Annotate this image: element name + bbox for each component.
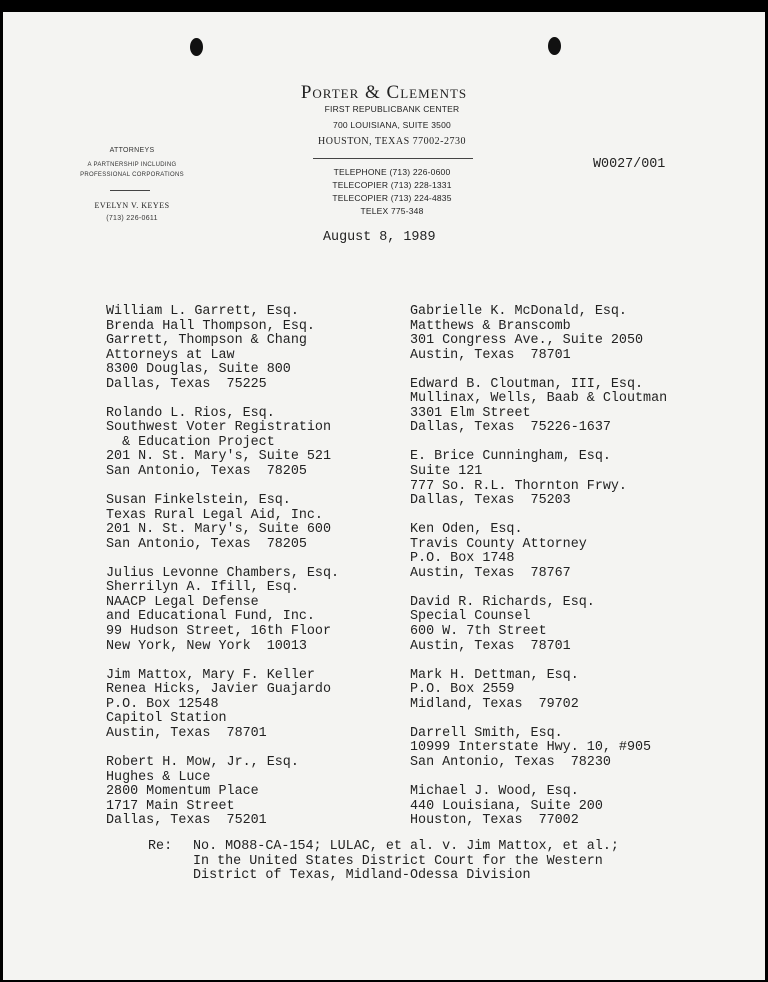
contact-telex: TELEX 775-348 xyxy=(360,206,424,216)
address-line: Brenda Hall Thompson, Esq. xyxy=(106,318,315,334)
address-line: Austin, Texas 78701 xyxy=(410,347,571,363)
address-block xyxy=(410,305,667,363)
address-line: Mullinax, Wells, Baab & Cloutman xyxy=(410,391,668,407)
addressee-name: Edward B. Cloutman, III, Esq. xyxy=(410,376,644,392)
contact-fax-2: TELECOPIER (713) 224-4835 xyxy=(332,193,452,203)
re-line: No. MO88-CA-154; LULAC, et al. v. Jim Mattox, et al.; xyxy=(193,839,619,854)
addressee-name: William L. Garrett, Esq. xyxy=(106,304,299,319)
address-line-3: HOUSTON, TEXAS 77002-2730 xyxy=(318,136,466,147)
re-label: Re: xyxy=(148,839,173,854)
binder-hole xyxy=(548,37,561,55)
contact-phone: TELEPHONE (713) 226-0600 xyxy=(333,167,451,177)
address-line: Dallas, Texas 75201 xyxy=(106,813,267,829)
address-line: NAACP Legal Defense xyxy=(106,594,259,610)
address-line: P.O. Box 1748 xyxy=(410,551,515,567)
addressee-name: Robert H. Mow, Jr., Esq. xyxy=(106,754,299,770)
address-line: New York, New York 10013 xyxy=(106,638,307,654)
address-line-2: 700 LOUISIANA, SUITE 3500 xyxy=(333,120,451,130)
address-block xyxy=(410,378,667,436)
addressee-name: Gabrielle K. McDonald, Esq. xyxy=(410,304,627,319)
address-block xyxy=(106,669,339,742)
address-line: Houston, Texas 77002 xyxy=(410,813,579,829)
address-line: Travis County Attorney xyxy=(410,536,587,552)
address-line: Sherrilyn A. Ifill, Esq. xyxy=(106,580,299,596)
document-id: W0027/001 xyxy=(593,157,666,172)
address-line: Suite 121 xyxy=(410,464,483,480)
addressee-name: Michael J. Wood, Esq. xyxy=(410,784,579,800)
re-subject xyxy=(193,840,619,884)
address-line: Southwest Voter Registration xyxy=(106,420,331,436)
address-line: P.O. Box 2559 xyxy=(410,682,515,698)
binder-hole xyxy=(190,38,203,56)
address-line: Matthews & Branscomb xyxy=(410,318,571,334)
author-name: EVELYN V. KEYES xyxy=(94,201,170,210)
addressee-name: Ken Oden, Esq. xyxy=(410,522,523,538)
addressee-name: David R. Richards, Esq. xyxy=(410,594,595,610)
addressee-name: Susan Finkelstein, Esq. xyxy=(106,493,291,509)
addressee-name: Julius Levonne Chambers, Esq. xyxy=(106,565,340,581)
partnership-note: A PARTNERSHIP INCLUDING xyxy=(87,162,177,168)
addressee-column-right xyxy=(410,305,667,829)
address-line: P.O. Box 12548 xyxy=(106,696,219,712)
address-line: Dallas, Texas 75225 xyxy=(106,376,267,392)
author-phone: (713) 226-0611 xyxy=(106,215,158,222)
address-block xyxy=(106,494,339,552)
divider xyxy=(110,190,150,191)
address-line: 201 N. St. Mary's, Suite 600 xyxy=(106,522,331,538)
addressee-name: E. Brice Cunningham, Esq. xyxy=(410,449,611,465)
address-line: Dallas, Texas 75203 xyxy=(410,493,571,509)
addressee-name: Jim Mattox, Mary F. Keller xyxy=(106,667,315,683)
attorneys-label: ATTORNEYS xyxy=(109,147,155,154)
address-block xyxy=(410,785,667,829)
address-block xyxy=(106,305,339,392)
address-line: Austin, Texas 78701 xyxy=(106,725,267,741)
address-block xyxy=(106,407,339,480)
address-line: 301 Congress Ave., Suite 2050 xyxy=(410,333,644,349)
firm-name: Porter & Clements xyxy=(300,82,468,103)
address-block xyxy=(410,669,667,713)
address-line: San Antonio, Texas 78205 xyxy=(106,536,307,552)
address-line: Midland, Texas 79702 xyxy=(410,696,579,712)
re-line: District of Texas, Midland-Odessa Division xyxy=(193,868,531,884)
addressee-name: Rolando L. Rios, Esq. xyxy=(106,405,275,421)
address-block xyxy=(410,523,667,581)
address-line: 440 Louisiana, Suite 200 xyxy=(410,798,603,814)
letter-date: August 8, 1989 xyxy=(323,230,436,245)
address-block xyxy=(410,450,667,508)
address-block xyxy=(410,596,667,654)
address-line: Garrett, Thompson & Chang xyxy=(106,333,307,349)
address-block xyxy=(106,756,339,829)
address-line: Austin, Texas 78767 xyxy=(410,565,571,581)
address-line: Austin, Texas 78701 xyxy=(410,638,571,654)
address-line: San Antonio, Texas 78205 xyxy=(106,464,307,480)
address-line: San Antonio, Texas 78230 xyxy=(410,754,611,770)
address-line: 99 Hudson Street, 16th Floor xyxy=(106,624,331,640)
address-line: Renea Hicks, Javier Guajardo xyxy=(106,682,331,698)
address-line: Special Counsel xyxy=(410,609,531,625)
address-block xyxy=(410,727,667,771)
address-line: 3301 Elm Street xyxy=(410,405,531,421)
address-line: 10999 Interstate Hwy. 10, #905 xyxy=(410,740,652,756)
address-line: Capitol Station xyxy=(106,711,227,727)
address-line: 8300 Douglas, Suite 800 xyxy=(106,362,291,378)
address-line: 1717 Main Street xyxy=(106,798,235,814)
address-line-1: FIRST REPUBLICBANK CENTER xyxy=(324,104,460,114)
address-line: Dallas, Texas 75226-1637 xyxy=(410,420,611,436)
address-line: 777 So. R.L. Thornton Frwy. xyxy=(410,478,627,494)
re-line: In the United States District Court for the Western xyxy=(193,853,603,869)
address-line: 201 N. St. Mary's, Suite 521 xyxy=(106,449,331,465)
address-line: Hughes & Luce xyxy=(106,769,211,785)
partnership-note: PROFESSIONAL CORPORATIONS xyxy=(80,172,184,178)
address-line: Texas Rural Legal Aid, Inc. xyxy=(106,507,323,523)
address-line: & Education Project xyxy=(106,434,275,450)
contact-fax-1: TELECOPIER (713) 228-1331 xyxy=(332,180,452,190)
address-block xyxy=(106,567,339,654)
address-line: 600 W. 7th Street xyxy=(410,624,547,640)
addressee-name: Darrell Smith, Esq. xyxy=(410,725,563,741)
addressee-name: Mark H. Dettman, Esq. xyxy=(410,667,579,683)
address-line: Attorneys at Law xyxy=(106,347,235,363)
address-line: and Educational Fund, Inc. xyxy=(106,609,315,625)
addressee-column-left xyxy=(106,305,339,829)
address-line: 2800 Momentum Place xyxy=(106,784,259,800)
divider xyxy=(313,158,473,159)
